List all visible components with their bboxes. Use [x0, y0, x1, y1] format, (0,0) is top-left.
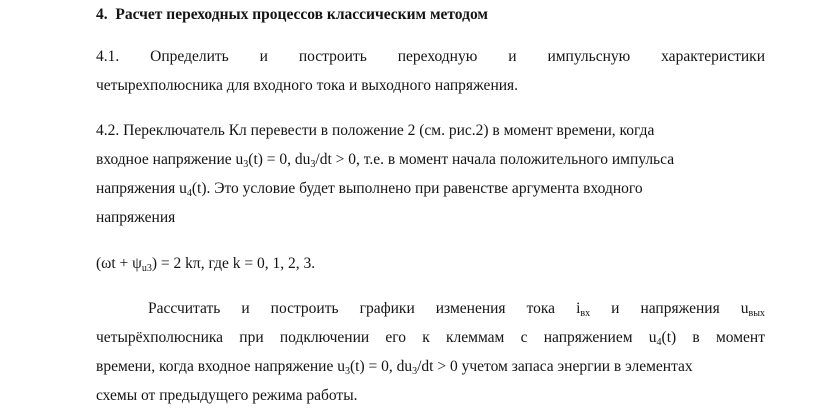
current-symbol — [576, 299, 590, 318]
p42-text: /dt > 0, т.е. в момент начала положительного импульса — [315, 151, 675, 168]
section-number: 4. — [96, 6, 108, 23]
calc-word: u — [648, 329, 657, 346]
subscript: 3 — [310, 159, 316, 170]
subscript: 4 — [186, 188, 192, 199]
subscript: 4 — [656, 337, 662, 348]
subscript: 3 — [344, 366, 350, 377]
formula — [96, 254, 765, 273]
calc-word: четырёхполюсника — [96, 329, 224, 346]
p42-text: (t) = 0, du — [248, 151, 311, 168]
p41-word: импульсную — [547, 48, 631, 65]
subscript: вх — [580, 308, 591, 319]
subscript: u3 — [141, 263, 152, 274]
calc-text: (t) = 0, du — [349, 358, 413, 375]
p42-text: (t). Это условие будет выполнено при равенстве аргумента входного — [191, 180, 643, 197]
calc-word: графики — [359, 300, 415, 317]
calc-word: и — [611, 300, 620, 317]
calc-line2 — [96, 328, 765, 347]
calc-word: (t) — [661, 329, 677, 346]
calc-text: времени, когда входное напряжение u — [96, 358, 345, 375]
calc-word: i — [576, 300, 581, 317]
p42-line3 — [96, 179, 765, 198]
calc-line4: схемы от предыдущего режима работы. — [96, 387, 358, 404]
voltage-u4 — [649, 328, 676, 347]
calc-word: и — [241, 300, 250, 317]
calc-word: его — [385, 329, 407, 346]
calc-word: к — [422, 329, 430, 346]
calc-word: при — [239, 329, 264, 346]
formula-text: ) = 2 kπ, где k = 0, 1, 2, 3. — [151, 255, 316, 272]
p42-text: напряжения u — [96, 180, 187, 197]
calc-word: в — [692, 329, 700, 346]
p42-line2 — [96, 150, 765, 169]
subscript: вых — [748, 308, 765, 319]
p41-word: переходную — [397, 48, 478, 65]
calc-word: подключении — [279, 329, 370, 346]
calc-word: клеммам — [446, 329, 505, 346]
p41-word: построить — [298, 48, 367, 65]
p41-word: характеристики — [661, 48, 765, 65]
section-title: Расчет переходных процессов классическим методом — [115, 6, 488, 23]
formula-text: (ωt + ψ — [96, 255, 142, 272]
subscript: 3 — [412, 366, 418, 377]
calc-word: напряжения — [640, 300, 720, 317]
calc-word: изменения — [435, 300, 506, 317]
calc-text: /dt > 0 учетом запаса энергии в элементах — [417, 358, 693, 375]
calc-line3 — [96, 357, 765, 376]
calc-line1 — [148, 299, 765, 318]
p42-line4: напряжения — [96, 209, 176, 226]
calc-word: тока — [526, 300, 556, 317]
calc-word: с — [520, 329, 528, 346]
p41-number: 4.1. — [96, 48, 120, 65]
p41-word: и — [259, 48, 268, 65]
calc-word: Рассчитать — [148, 300, 221, 317]
p41-line2: четырехполюсника для входного тока и выходного напряжения. — [96, 77, 519, 94]
p42-text: входное напряжение u — [96, 151, 244, 168]
p42-line1: 4.2. Переключатель Кл перевести в положение 2 (см. рис.2) в момент времени, когда — [96, 122, 655, 139]
calc-word: напряжением — [543, 329, 633, 346]
p41-line1 — [96, 47, 765, 66]
voltage-symbol — [741, 299, 765, 318]
calc-word: построить — [270, 300, 339, 317]
section-heading — [96, 5, 765, 24]
calc-word: момент — [715, 329, 765, 346]
p41-word: и — [508, 48, 517, 65]
subscript: 3 — [243, 159, 249, 170]
calc-word: u — [740, 300, 749, 317]
p41-word: Определить — [150, 48, 229, 65]
